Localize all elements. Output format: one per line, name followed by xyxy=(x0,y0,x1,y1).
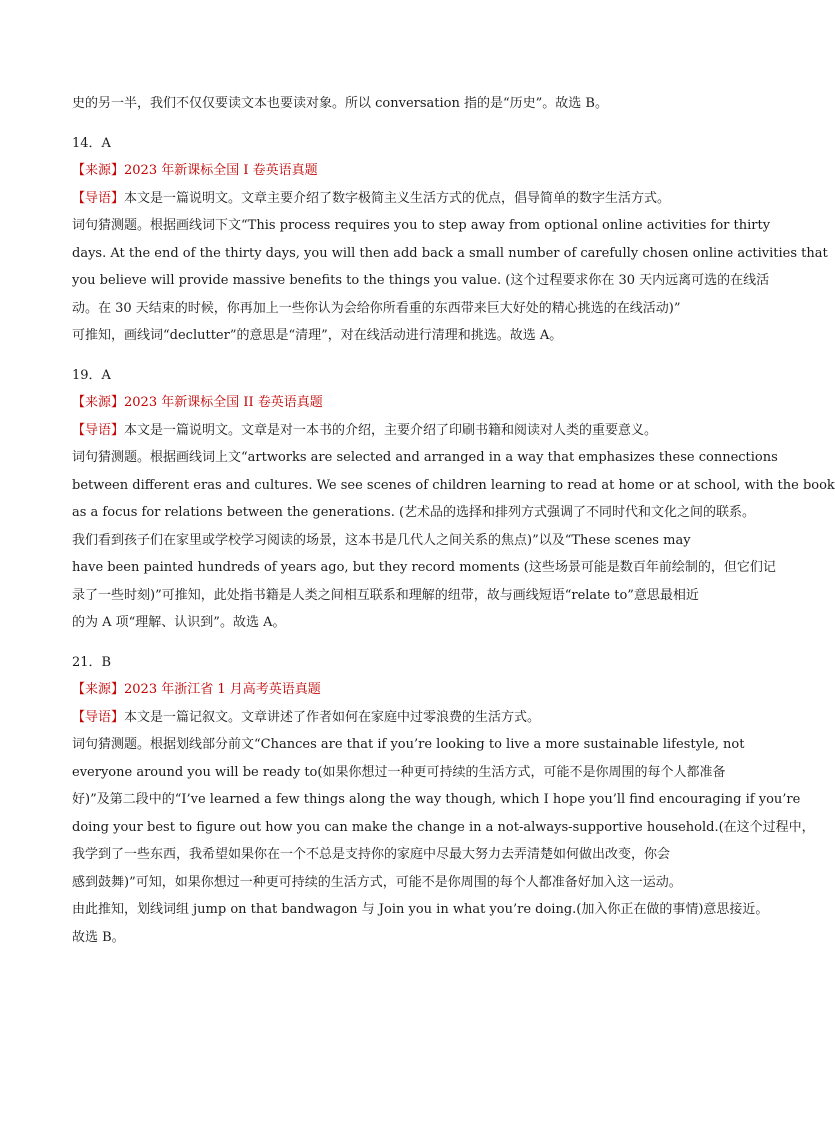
text-line: 19．A xyxy=(72,367,111,383)
text-line: as a focus for relations between the generations. (艺术品的选择和排列方式强调了不同时代和文化之间的联系。 xyxy=(72,505,756,520)
paragraph-gap xyxy=(72,118,724,130)
text-line: between different eras and cultures. We see scenes of children learning to read at home or at school, with the book xyxy=(72,477,835,493)
guide-label: 【导语】 xyxy=(72,709,125,725)
text-line: doing your best to figure out how you can make the change in a not-always-supportive household.(在这个过程中， xyxy=(72,819,815,835)
text-line: days. At the end of the thirty days, you will then add back a small number of carefully chosen online activities that xyxy=(72,245,828,261)
text-line: you believe will provide massive benefits to the things you value. (这个过程要求你在 30 天内远离可选的在线活 xyxy=(72,273,770,288)
guide-line xyxy=(72,704,724,732)
text-line: 史的另一半，我们不仅仅要读文本也要读对象。所以 conversation 指的是“历史”。故选 B。 xyxy=(72,96,608,111)
guide-label: 【导语】 xyxy=(72,422,125,438)
guide-text: 本文是一篇说明文。文章是对一本书的介绍，主要介绍了印刷书籍和阅读对人类的重要意义。 xyxy=(124,422,658,438)
text-line: 21．B xyxy=(72,654,112,670)
paragraph-gap xyxy=(72,350,724,362)
paragraph-gap xyxy=(72,637,724,649)
source-line: 【来源】2023 年新课标全国 I 卷英语真题 xyxy=(72,163,318,178)
text-line: 动。在 30 天结束的时候，你再加上一些你认为会给你所看重的东西带来巨大好处的精心挑选的在线活动)” xyxy=(72,300,681,316)
text-line: 由此推知，划线词组 jump on that bandwagon 与 Join you in what you’re doing.(加入你正在做的事情)意思接近。 xyxy=(72,902,769,917)
text-line: 故选 B。 xyxy=(72,929,125,945)
text-line: everyone around you will be ready to(如果你想过一种更可持续的生活方式，可能不是你周围的每个人都准备 xyxy=(72,764,726,780)
text-line: 我学到了一些东西，我希望如果你在一个不总是支持你的家庭中尽最大努力去弄清楚如何做出改变，你会 xyxy=(72,847,671,862)
source-line: 【来源】2023 年浙江省 1 月高考英语真题 xyxy=(72,682,321,697)
text-line: have been painted hundreds of years ago, but they record moments (这些场景可能是数百年前绘制的，但它们记 xyxy=(72,560,776,575)
text-line: 感到鼓舞)”可知，如果你想过一种更可持续的生活方式，可能不是你周围的每个人都准备好加入这一运动。 xyxy=(72,874,682,890)
guide-line xyxy=(72,185,724,213)
text-line: 我们看到孩子们在家里或学校学习阅读的场景，这本书是几代人之间关系的焦点)”以及“These scenes may xyxy=(72,532,691,548)
guide-label: 【导语】 xyxy=(72,190,125,206)
text-line: 的为 A 项“理解、认识到”。故选 A。 xyxy=(72,615,286,630)
text-line: 词句猜测题。根据划线部分前文“Chances are that if you’re looking to live a more sustainable lifestyle, not xyxy=(72,737,745,752)
text-line: 可推知，画线词“declutter”的意思是“清理”，对在线活动进行清理和挑选。故选 A。 xyxy=(72,328,563,343)
text-line: 词句猜测题。根据画线词上文“artworks are selected and arranged in a way that emphasizes these connections xyxy=(72,450,778,465)
text-line: 词句猜测题。根据画线词下文“This process requires you to step away from optional online activities for thirty xyxy=(72,218,771,233)
source-line: 【来源】2023 年新课标全国 II 卷英语真题 xyxy=(72,395,323,410)
document-page xyxy=(72,90,835,951)
text-line: 14．A xyxy=(72,135,111,151)
guide-text: 本文是一篇说明文。文章主要介绍了数字极简主义生活方式的优点，倡导简单的数字生活方式。 xyxy=(124,190,671,206)
text-line: 录了一些时刻)”可推知，此处指书籍是人类之间相互联系和理解的纽带，故与画线短语“relate to”意思最相近 xyxy=(72,587,699,603)
guide-line xyxy=(72,417,724,445)
text-line: 好)”及第二段中的“I’ve learned a few things along the way though, which I hope you’ll find encouraging if you’re xyxy=(72,792,801,807)
guide-text: 本文是一篇记叙文。文章讲述了作者如何在家庭中过零浪费的生活方式。 xyxy=(124,709,541,725)
